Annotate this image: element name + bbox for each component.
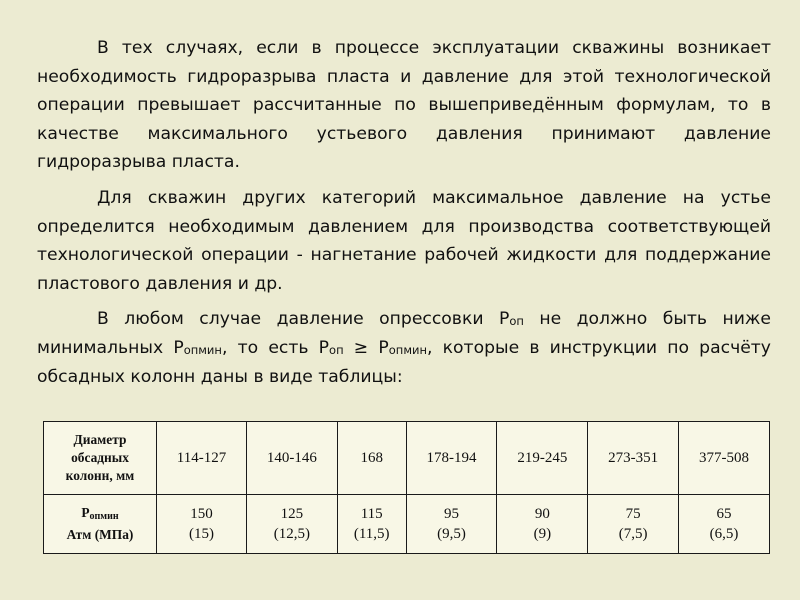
pressure-cell [679,495,770,554]
pressure-atm: 75 [625,506,641,522]
pressure-mpa: (9,5) [437,526,466,542]
paragraph-1 [37,34,771,177]
pressure-cell [337,495,406,554]
diameter-cell: 178-194 [406,422,497,495]
subscript-opmin: опмин [388,342,427,357]
diameter-cell: 140-146 [246,422,337,495]
diameter-cell: 168 [337,422,406,495]
pressure-mpa: (11,5) [353,526,390,542]
paragraph-3-text: , которые в инструкции по расчёту обсадных колонн даны в виде таблицы: [37,337,771,387]
paragraph-2 [37,184,771,298]
paragraph-2-text: Для скважин других категорий максимальное давление на устье определится необходимым давлением для производства соответствующей технологической операции - нагнетание рабочей жидкости для поддержание пластового давления и др. [37,187,771,294]
subscript-op: оп [329,342,344,357]
pressure-table [43,421,770,554]
pressure-units: Атм (МПа) [66,527,134,542]
pressure-cell [497,495,588,554]
paragraph-1-text: В тех случаях, если в процессе эксплуатации скважины возникает необходимость гидроразрыва пласта и давление для этой технологической операции превышает рассчитанные по вышеприведённым формулам, то в качестве максимального устьевого давления принимают давление гидроразрыва пласта. [37,38,771,173]
diameter-cell: 219-245 [497,422,588,495]
header-cell-pressure [44,495,157,554]
diameter-cell: 377-508 [679,422,770,495]
pressure-atm: 65 [716,506,732,522]
pressure-mpa: (9) [533,526,552,542]
pressure-label-sub: опмин [89,511,119,522]
subscript-op: оп [509,314,524,329]
pressure-atm: 125 [280,506,304,522]
paragraph-3 [37,305,771,391]
header-label-line: Диаметр [73,432,127,447]
subscript-opmin: опмин [183,342,222,357]
pressure-cell [406,495,497,554]
pressure-atm: 115 [360,506,383,522]
pressure-cell [157,495,247,554]
header-label-line: обсадных [71,450,129,465]
paragraph-3-text: , то есть Р [221,337,330,358]
paragraph-3-text: ≥ Р [343,337,389,358]
header-label-line: колонн, мм [65,468,135,483]
table [43,421,770,554]
body-text [37,34,771,398]
pressure-mpa: (7,5) [618,526,648,542]
table-row-pressure [44,495,770,554]
pressure-mpa: (15) [188,526,214,542]
pressure-cell [246,495,337,554]
paragraph-3-text: В любом случае давление опрессовки Р [97,309,510,330]
pressure-label-main: Р [81,505,90,520]
pressure-mpa: (12,5) [273,526,311,542]
diameter-cell: 273-351 [588,422,679,495]
pressure-atm: 90 [534,506,550,522]
paragraph-3-text: не должно быть ниже минимальных Р [37,309,771,358]
pressure-atm: 95 [444,506,460,522]
header-cell-diameter [44,422,157,495]
diameter-cell: 114-127 [157,422,247,495]
pressure-cell [588,495,679,554]
pressure-label [48,504,152,526]
pressure-atm: 150 [190,506,213,522]
table-row-diameter [44,422,770,495]
pressure-mpa: (6,5) [709,526,739,542]
